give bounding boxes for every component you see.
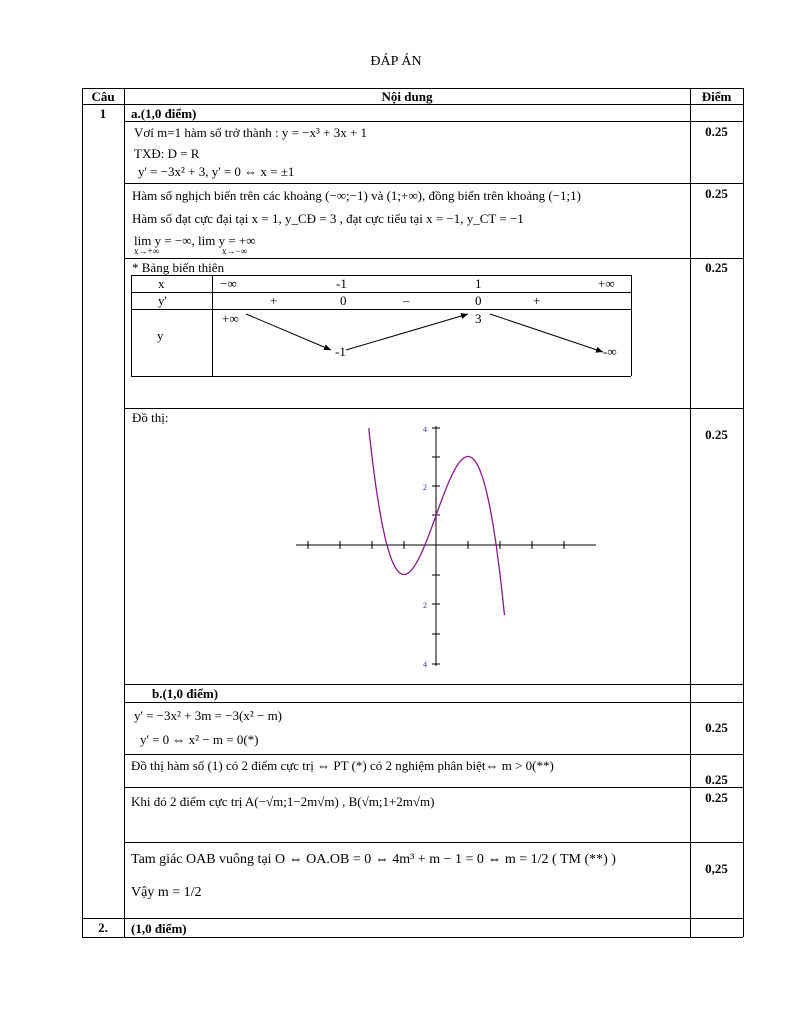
graph-y-tick-label: 4 [423, 660, 427, 669]
row1-line3: y' = −3x² + 3, y' = 0 ⇔ x = ±1 [138, 164, 295, 179]
row5-line1: y' = −3x² + 3m = −3(x² − m) [134, 708, 283, 723]
row2-line2: Hàm số đạt cực đại tại x = 1, y_CĐ = 3 , đạt cực tiểu tại x = −1, y_CT = −1 [132, 211, 524, 226]
vt-yp-value: – [403, 293, 410, 308]
graph-y-tick-label: 2 [423, 483, 427, 492]
vt-y-value: 3 [475, 311, 482, 326]
row8-line1: Tam giác OAB vuông tại O ⇔ OA.OB = 0 ⇔ 4m³ + m − 1 = 0 ⇔ m = 1/2 ( TM (**) ) [131, 852, 616, 867]
graph-label: Đồ thị: [132, 410, 169, 425]
row2-lim2-sub: x→−∞ [222, 246, 247, 256]
row5-line2: y' = 0 ⇔ x² − m = 0(*) [140, 732, 259, 747]
row1-line2: TXĐ: D = R [134, 146, 200, 161]
row8-score: 0,25 [705, 861, 728, 876]
row2-line3: lim y = −∞, lim y = +∞ [134, 233, 256, 248]
row2-score: 0.25 [705, 186, 728, 201]
vt-yp-value: + [533, 293, 541, 308]
vt-x-value: 1 [475, 276, 482, 291]
vt-x-label: x [158, 276, 165, 291]
vt-x-value: +∞ [598, 276, 615, 291]
function-graph [290, 420, 600, 670]
vt-yp-value: 0 [475, 293, 482, 308]
vt-yp-value: + [270, 293, 278, 308]
part-a-heading: a.(1,0 điểm) [131, 106, 197, 121]
page-title: ĐÁP ÁN [370, 54, 422, 69]
header-diem: Điểm [701, 89, 732, 104]
row6-score: 0.25 [705, 772, 728, 787]
cubic-curve [369, 428, 505, 615]
row7-score: 0.25 [705, 790, 728, 805]
q2-heading: (1,0 điểm) [131, 921, 187, 936]
vt-y-value: -∞ [603, 344, 617, 359]
vt-yp-value: 0 [340, 293, 347, 308]
question-number-1: 1 [99, 106, 107, 121]
question-number-2: 2. [98, 920, 108, 935]
row6-line1: Đồ thị hàm số (1) có 2 điểm cực trị ⇔ PT (*) có 2 nghiệm phân biệt⇔ m > 0(**) [131, 758, 554, 773]
graph-y-tick-label: 4 [423, 425, 427, 434]
row2-line1: Hàm số nghịch biến trên các khoảng (−∞;−1) và (1;+∞), đồng biến trên khoảng (−1;1) [132, 188, 581, 203]
row8-line2: Vậy m = 1/2 [131, 885, 202, 900]
header-cau: Câu [91, 89, 115, 104]
variation-table-label: * Bảng biến thiên [132, 260, 225, 275]
graph-y-tick-label: 2 [423, 601, 427, 610]
vt-yp-label: y' [158, 293, 167, 308]
vt-x-value: -1 [336, 276, 347, 291]
row3-score: 0.25 [705, 260, 728, 275]
row1-score: 0.25 [705, 124, 728, 139]
row5-score: 0.25 [705, 720, 728, 735]
row4-score: 0.25 [705, 427, 728, 442]
row1-line1: Vơí m=1 hàm số trở thành : y = −x³ + 3x + 1 [134, 125, 368, 140]
row2-lim1-sub: x→+∞ [134, 246, 159, 256]
vt-x-value: −∞ [220, 276, 237, 291]
vt-y-value: +∞ [222, 311, 239, 326]
vt-y-label: y [157, 328, 164, 343]
header-noidung: Nội dung [381, 89, 433, 104]
vt-y-value: -1 [335, 344, 346, 359]
row7-line1: Khi đó 2 điểm cực trị A(−√m;1−2m√m) , B(√m;1+2m√m) [131, 794, 435, 809]
part-b-heading: b.(1,0 điểm) [152, 686, 219, 701]
